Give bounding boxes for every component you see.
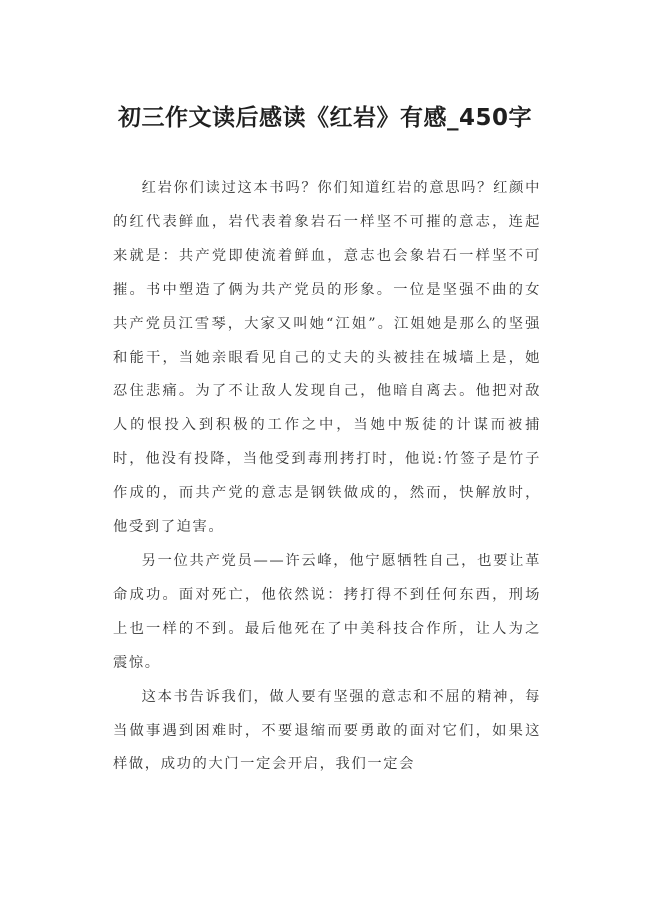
document-body <box>113 172 541 782</box>
paragraph: 另一位共产党员——许云峰，他宁愿牺牲自己，也要让革命成功。面对死亡，他依然说：拷打得不到任何东西，刑场上也一样的不到。最后他死在了中美科技合作所，让人为之震惊。 <box>113 552 541 671</box>
paragraph: 红岩你们读过这本书吗？你们知道红岩的意思吗？红颜中的红代表鲜血，岩代表着象岩石一样坚不可摧的意志，连起来就是：共产党即使流着鲜血，意志也会象岩石一样坚不可摧。书中塑造了俩为共产党员的形象。一位是坚强不曲的女共产党员江雪琴，大家又叫她“江姐”。江姐她是那么的坚强和能干，当她亲眼看见自己的丈夫的头被挂在城墙上是，她忍住悲痛。为了不让敌人发现自己，他暗自离去。他把对敌人的恨投入到积极的工作之中，当她中叛徒的计谋而被捕时，他没有投降，当他受到毒刑拷打时，他说:竹签子是竹子作成的，而共产党的意志是钢铁做成的，然而，快解放时，他受到了迫害。 <box>113 180 541 536</box>
paragraph: 这本书告诉我们，做人要有坚强的意志和不屈的精神，每当做事遇到困难时，不要退缩而要勇敢的面对它们，如果这样做，成功的大门一定会开启，我们一定会 <box>113 688 541 773</box>
document-title: 初三作文读后感读《红岩》有感_450字 <box>117 105 532 132</box>
